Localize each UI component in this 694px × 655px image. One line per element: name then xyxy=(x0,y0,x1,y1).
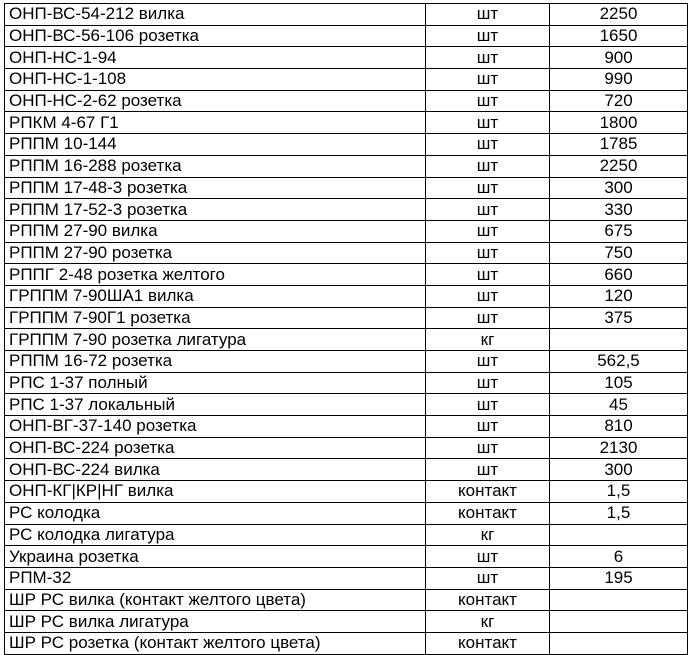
quantity-cell: 562,5 xyxy=(550,351,688,373)
quantity-cell: 195 xyxy=(550,567,688,589)
table-row xyxy=(5,264,688,286)
unit-cell: контакт xyxy=(426,502,550,524)
name-cell: РППГ 2-48 розетка желтого xyxy=(5,264,426,286)
name-cell: ОНП-НС-1-94 xyxy=(5,47,426,69)
name-cell: ОНП-ВС-224 розетка xyxy=(5,437,426,459)
quantity-cell xyxy=(550,524,688,546)
table-body xyxy=(5,4,688,655)
name-cell: РППМ 16-288 розетка xyxy=(5,155,426,177)
table-row xyxy=(5,242,688,264)
unit-cell: шт xyxy=(426,25,550,47)
table-row xyxy=(5,567,688,589)
unit-cell: шт xyxy=(426,47,550,69)
name-cell: ОНП-НС-1-108 xyxy=(5,69,426,91)
name-cell: ГРППМ 7-90 розетка лигатура xyxy=(5,329,426,351)
quantity-cell: 1800 xyxy=(550,112,688,134)
name-cell: ОНП-ВС-224 вилка xyxy=(5,459,426,481)
quantity-cell: 675 xyxy=(550,220,688,242)
quantity-cell: 810 xyxy=(550,416,688,438)
table-row xyxy=(5,177,688,199)
unit-cell: контакт xyxy=(426,481,550,503)
unit-cell: шт xyxy=(426,177,550,199)
name-cell: РППМ 17-48-3 розетка xyxy=(5,177,426,199)
name-cell: ГРППМ 7-90ША1 вилка xyxy=(5,285,426,307)
unit-cell: шт xyxy=(426,242,550,264)
unit-cell: шт xyxy=(426,546,550,568)
name-cell: ШР РС вилка лигатура xyxy=(5,611,426,633)
unit-cell: шт xyxy=(426,394,550,416)
quantity-cell: 1650 xyxy=(550,25,688,47)
table-row xyxy=(5,481,688,503)
table-row xyxy=(5,611,688,633)
unit-cell: контакт xyxy=(426,589,550,611)
unit-cell: кг xyxy=(426,524,550,546)
unit-cell: контакт xyxy=(426,632,550,654)
quantity-cell: 300 xyxy=(550,177,688,199)
quantity-cell: 2130 xyxy=(550,437,688,459)
name-cell: РПС 1-37 локальный xyxy=(5,394,426,416)
unit-cell: шт xyxy=(426,372,550,394)
quantity-cell: 990 xyxy=(550,69,688,91)
unit-cell: шт xyxy=(426,4,550,26)
unit-cell: шт xyxy=(426,437,550,459)
table-row xyxy=(5,90,688,112)
table-row xyxy=(5,329,688,351)
unit-cell: шт xyxy=(426,220,550,242)
quantity-cell: 1,5 xyxy=(550,502,688,524)
table-row xyxy=(5,155,688,177)
quantity-cell: 750 xyxy=(550,242,688,264)
name-cell: ОНП-НС-2-62 розетка xyxy=(5,90,426,112)
name-cell: ШР РС розетка (контакт желтого цвета) xyxy=(5,632,426,654)
name-cell: Украина розетка xyxy=(5,546,426,568)
price-table xyxy=(4,3,688,655)
unit-cell: кг xyxy=(426,329,550,351)
name-cell: РППМ 17-52-3 розетка xyxy=(5,199,426,221)
quantity-cell xyxy=(550,632,688,654)
table-row xyxy=(5,351,688,373)
unit-cell: шт xyxy=(426,351,550,373)
name-cell: ОНП-ВГ-37-140 розетка xyxy=(5,416,426,438)
unit-cell: шт xyxy=(426,285,550,307)
name-cell: РППМ 10-144 xyxy=(5,134,426,156)
unit-cell: шт xyxy=(426,134,550,156)
table-row xyxy=(5,394,688,416)
table-row xyxy=(5,285,688,307)
name-cell: ШР РС вилка (контакт желтого цвета) xyxy=(5,589,426,611)
name-cell: ОНП-ВС-54-212 вилка xyxy=(5,4,426,26)
unit-cell: шт xyxy=(426,459,550,481)
table-row xyxy=(5,220,688,242)
quantity-cell: 330 xyxy=(550,199,688,221)
unit-cell: шт xyxy=(426,90,550,112)
unit-cell: шт xyxy=(426,567,550,589)
quantity-cell xyxy=(550,611,688,633)
name-cell: РПКМ 4-67 Г1 xyxy=(5,112,426,134)
quantity-cell xyxy=(550,589,688,611)
unit-cell: шт xyxy=(426,307,550,329)
unit-cell: кг xyxy=(426,611,550,633)
unit-cell: шт xyxy=(426,264,550,286)
name-cell: РС колодка xyxy=(5,502,426,524)
table-row xyxy=(5,134,688,156)
name-cell: РС колодка лигатура xyxy=(5,524,426,546)
unit-cell: шт xyxy=(426,112,550,134)
name-cell: РППМ 16-72 розетка xyxy=(5,351,426,373)
quantity-cell: 2250 xyxy=(550,4,688,26)
table-row xyxy=(5,372,688,394)
name-cell: ОНП-ВС-56-106 розетка xyxy=(5,25,426,47)
unit-cell: шт xyxy=(426,416,550,438)
quantity-cell: 1785 xyxy=(550,134,688,156)
unit-cell: шт xyxy=(426,69,550,91)
name-cell: ГРППМ 7-90Г1 розетка xyxy=(5,307,426,329)
quantity-cell: 105 xyxy=(550,372,688,394)
table-row xyxy=(5,546,688,568)
quantity-cell: 120 xyxy=(550,285,688,307)
quantity-cell: 6 xyxy=(550,546,688,568)
quantity-cell: 2250 xyxy=(550,155,688,177)
quantity-cell: 300 xyxy=(550,459,688,481)
table-row xyxy=(5,589,688,611)
name-cell: РППМ 27-90 розетка xyxy=(5,242,426,264)
table-row xyxy=(5,199,688,221)
table-row xyxy=(5,502,688,524)
name-cell: РПС 1-37 полный xyxy=(5,372,426,394)
table-row xyxy=(5,437,688,459)
table-row xyxy=(5,416,688,438)
quantity-cell: 720 xyxy=(550,90,688,112)
quantity-cell: 660 xyxy=(550,264,688,286)
table-row xyxy=(5,25,688,47)
table-row xyxy=(5,459,688,481)
table-row xyxy=(5,112,688,134)
unit-cell: шт xyxy=(426,199,550,221)
quantity-cell: 45 xyxy=(550,394,688,416)
quantity-cell: 900 xyxy=(550,47,688,69)
table-row xyxy=(5,4,688,26)
name-cell: РПМ-32 xyxy=(5,567,426,589)
table-row xyxy=(5,47,688,69)
quantity-cell: 375 xyxy=(550,307,688,329)
table-row xyxy=(5,69,688,91)
quantity-cell: 1,5 xyxy=(550,481,688,503)
table-row xyxy=(5,632,688,654)
quantity-cell xyxy=(550,329,688,351)
unit-cell: шт xyxy=(426,155,550,177)
table-row xyxy=(5,524,688,546)
table-row xyxy=(5,307,688,329)
name-cell: РППМ 27-90 вилка xyxy=(5,220,426,242)
name-cell: ОНП-КГ|КР|НГ вилка xyxy=(5,481,426,503)
